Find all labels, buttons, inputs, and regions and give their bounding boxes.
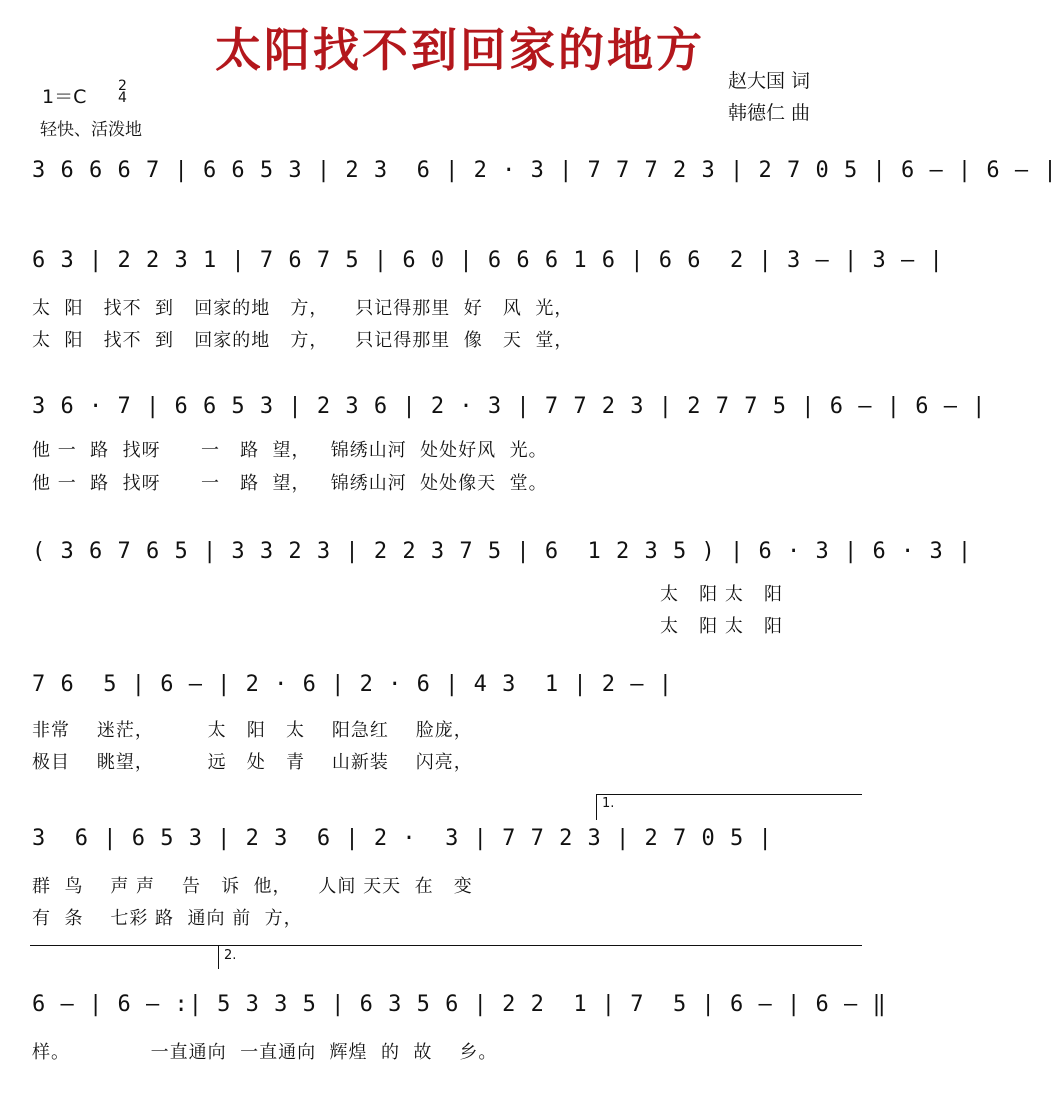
lyricist-credit: 赵大国 词: [728, 70, 811, 92]
volta-1-label: 1.: [602, 796, 615, 811]
lyric-line-3-verse-2: 他 一 路 找呀 一 路 望， 锦绣山河 处处像天 堂。: [32, 473, 548, 494]
lyric-line-5-verse-2: 极目 眺望， 远 处 青 山新装 闪亮，: [32, 752, 473, 773]
lyric-line-2-verse-2: 太 阳 找不 到 回家的地 方， 只记得那里 像 天 堂，: [32, 330, 574, 351]
lyric-line-6-verse-2: 有 条 七彩 路 通向 前 方，: [32, 908, 303, 929]
volta-1-bracket: [596, 794, 862, 795]
lyric-line-4-verse-1: 太 阳 太 阳: [660, 584, 784, 605]
volta-2-label: 2.: [224, 948, 237, 963]
notation-line-7: 6 — | 6 — :| 5 3 3 5 | 6 3 5 6 | 2 2 1 | 7 5 | 6 — | 6 — ‖: [32, 992, 887, 1017]
notation-line-4: ( 3 6 7 6 5 | 3 3 2 3 | 2 2 3 7 5 | 6 1 2 3 5 ) | 6 · 3 | 6 · 3 |: [32, 539, 973, 564]
lyric-line-7: 样。 一直通向 一直通向 辉煌 的 故 乡。: [32, 1042, 498, 1063]
lyric-line-3-verse-1: 他 一 路 找呀 一 路 望， 锦绣山河 处处好风 光。: [32, 440, 548, 461]
volta-2-bracket-side: [218, 945, 219, 969]
lyric-line-2-verse-1: 太 阳 找不 到 回家的地 方， 只记得那里 好 风 光，: [32, 298, 574, 319]
volta-1-bracket-side: [596, 794, 597, 820]
notation-line-5: 7 6 5 | 6 — | 2 · 6 | 2 · 6 | 4 3 1 | 2 — |: [32, 672, 674, 697]
composer-credit: 韩德仁 曲: [728, 102, 811, 124]
volta-2-bracket: [218, 945, 862, 946]
song-title: 太阳找不到回家的地方: [215, 23, 705, 77]
key-signature: 1＝C: [42, 86, 87, 108]
lyric-line-6-verse-1: 群 鸟 声 声 告 诉 他， 人间 天天 在 变: [32, 876, 473, 897]
notation-line-6: 3 6 | 6 5 3 | 2 3 6 | 2 · 3 | 7 7 2 3 | 2 7 0 5 |: [32, 826, 773, 851]
volta-1-end-line: [30, 945, 218, 946]
time-signature: 2 4: [118, 78, 127, 106]
lyric-line-5-verse-1: 非常 迷茫， 太 阳 太 阳急红 脸庞，: [32, 720, 473, 741]
notation-line-3: 3 6 · 7 | 6 6 5 3 | 2 3 6 | 2 · 3 | 7 7 2 3 | 2 7 7 5 | 6 — | 6 — |: [32, 394, 987, 419]
notation-line-2: 6 3 | 2 2 3 1 | 7 6 7 5 | 6 0 | 6 6 6 1 6 | 6 6 2 | 3 — | 3 — |: [32, 248, 944, 273]
notation-line-1: 3 6 6 6 7 | 6 6 5 3 | 2 3 6 | 2 · 3 | 7 7 7 2 3 | 2 7 0 5 | 6 — | 6 — |: [32, 158, 1058, 183]
lyric-line-4-verse-2: 太 阳 太 阳: [660, 616, 784, 637]
tempo-mark: 轻快、活泼地: [40, 120, 142, 140]
